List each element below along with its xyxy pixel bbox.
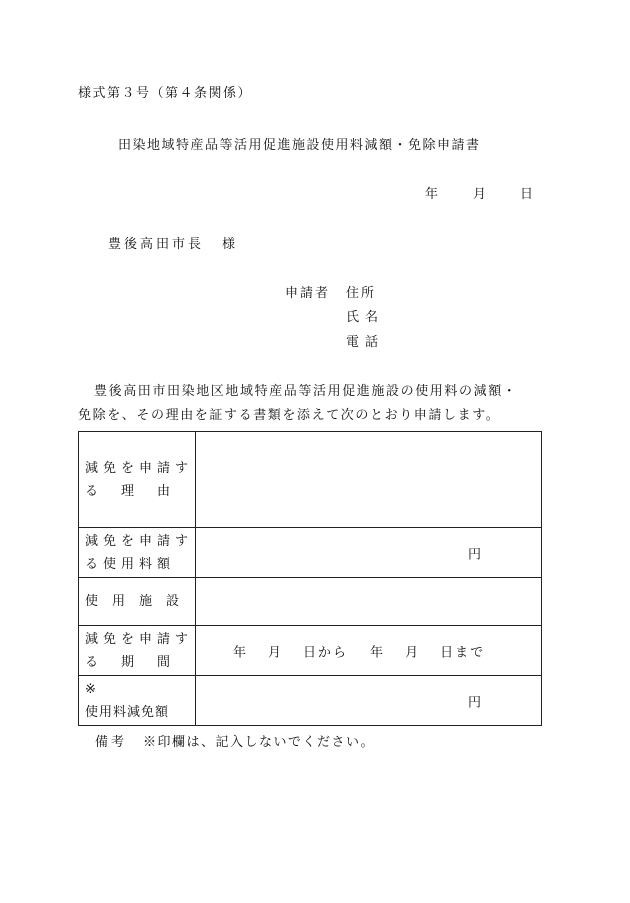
facility-label <box>79 578 196 626</box>
body-text-line1: 豊後高田市田染地区地域特産品等活用促進施設の使用料の減額・ <box>94 384 518 399</box>
addressee-honorific: 様 <box>222 237 238 252</box>
body-text-line2: 免除を、その理由を証する書類を添えて次のとおり申請します。 <box>78 408 501 423</box>
reason-label-line2: る 理 由 <box>85 483 176 499</box>
period-from-day: 日から <box>303 645 349 660</box>
reduced-amount-label <box>79 676 196 726</box>
amount-label <box>79 528 196 578</box>
period-to-day: 日まで <box>440 645 486 660</box>
period-label-line2: る 期 間 <box>85 654 176 670</box>
date-day: 日 <box>520 187 536 202</box>
period-label-line1: 減免を申請す <box>85 631 194 647</box>
amount-yen-unit: 円 <box>467 547 481 562</box>
amount-label-line1: 減免を申請す <box>85 533 194 549</box>
table-row-reason <box>79 432 542 528</box>
table-row-facility <box>79 578 542 626</box>
reduced-amount-yen-unit: 円 <box>467 695 481 710</box>
phone-label: 電話 <box>346 335 385 350</box>
address-label: 住所 <box>346 286 377 301</box>
facility-label-text: 使用施設 <box>85 594 194 609</box>
date-year: 年 <box>425 187 441 202</box>
period-text <box>233 641 485 660</box>
reduced-amount-field <box>196 676 542 726</box>
table-row-amount <box>79 528 542 578</box>
name-label: 氏名 <box>346 310 385 325</box>
reduced-amount-mark: ※ <box>85 681 97 697</box>
amount-field[interactable] <box>196 528 542 578</box>
applicant-label: 申請者 <box>285 286 331 301</box>
facility-field[interactable] <box>196 578 542 626</box>
addressee-name: 豊後高田市長 <box>108 237 205 252</box>
table-row-period <box>79 626 542 676</box>
remarks-label: 備考 <box>95 735 128 750</box>
form-number: 様式第３号（第４条関係） <box>78 86 253 101</box>
reason-label-line1: 減免を申請す <box>85 460 194 476</box>
reason-label <box>79 432 196 528</box>
application-table <box>78 431 542 726</box>
table-row-reduced-amount <box>79 676 542 726</box>
period-from-year: 年 <box>233 645 249 660</box>
remarks-text: ※印欄は、記入しないでください。 <box>143 735 376 750</box>
date-month: 月 <box>473 187 489 202</box>
period-to-year: 年 <box>370 645 386 660</box>
document-title: 田染地域特産品等活用促進施設使用料減額・免除申請書 <box>118 138 481 153</box>
period-label <box>79 626 196 676</box>
period-from-month: 月 <box>268 645 284 660</box>
period-field[interactable] <box>196 626 542 676</box>
amount-label-line2: る使用料額 <box>85 556 176 572</box>
period-to-month: 月 <box>405 645 421 660</box>
reason-field[interactable] <box>196 432 542 528</box>
reduced-amount-label-text: 使用料減免額 <box>85 704 170 720</box>
